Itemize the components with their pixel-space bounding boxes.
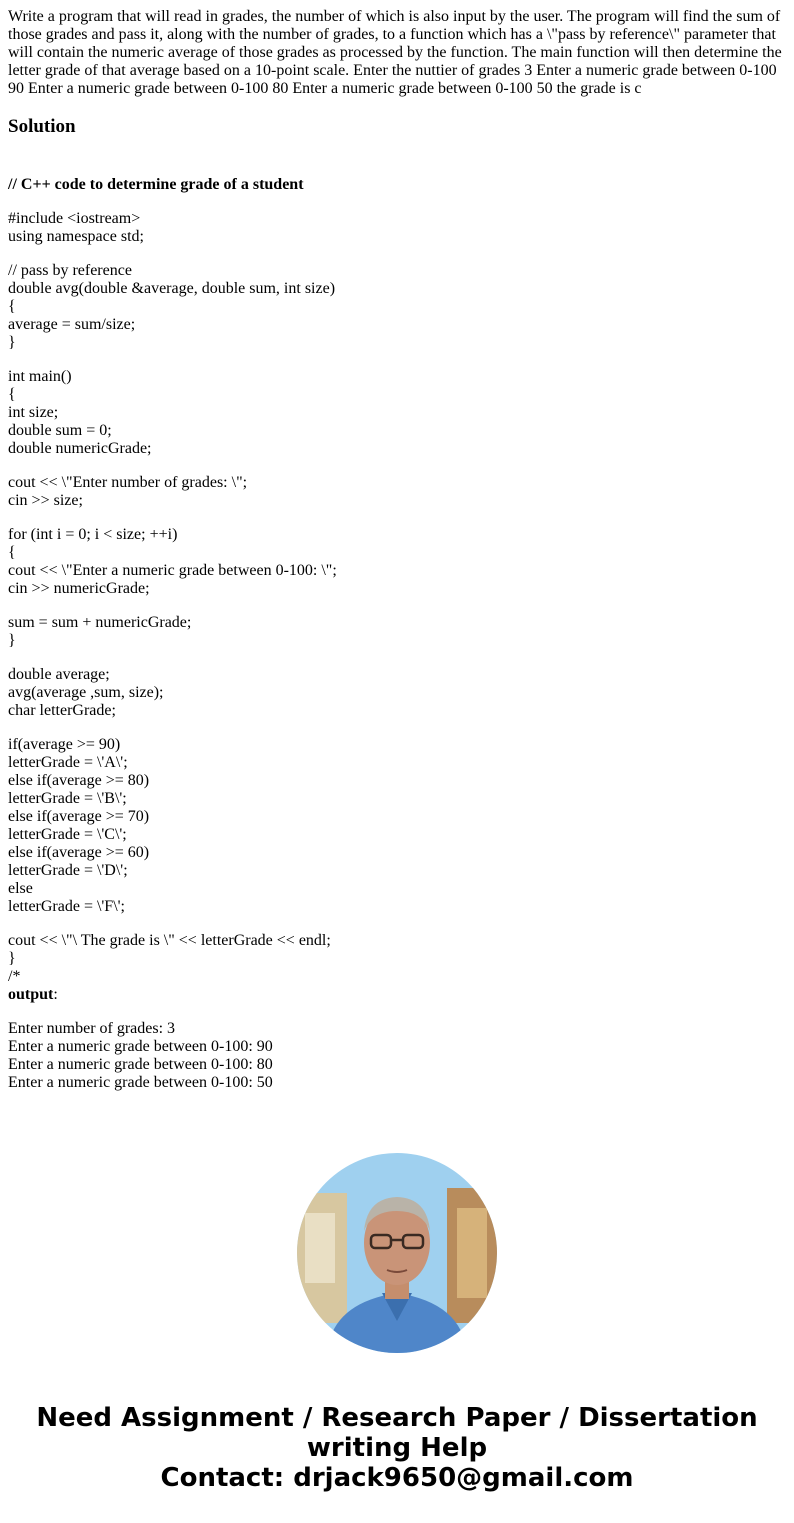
footer-contact: Contact: drjack9650@gmail.com (160, 1463, 634, 1493)
code-block (8, 262, 786, 352)
code-line: cin >> size; (8, 492, 83, 509)
code-line: // pass by reference (8, 262, 132, 279)
code-block (8, 932, 786, 968)
code-line: letterGrade = \'C\'; (8, 826, 127, 843)
code-block (8, 736, 786, 916)
code-line: avg(average ,sum, size); (8, 684, 164, 701)
code-line: letterGrade = \'B\'; (8, 790, 127, 807)
code-line: average = sum/size; (8, 316, 136, 333)
author-avatar (297, 1153, 497, 1353)
output-line: Enter number of grades: 3 (8, 1020, 176, 1037)
code-line: int main() (8, 368, 72, 385)
code-line: cin >> numericGrade; (8, 580, 150, 597)
code-line: if(average >= 90) (8, 736, 121, 753)
code-line: cout << \"\ The grade is \" << letterGrade << endl; (8, 932, 331, 949)
output-line: Enter a numeric grade between 0-100: 80 (8, 1056, 273, 1073)
code-line: else if(average >= 80) (8, 772, 150, 789)
output-line: Enter a numeric grade between 0-100: 50 (8, 1074, 273, 1091)
code-line: int size; (8, 404, 59, 421)
code-line: letterGrade = \'D\'; (8, 862, 128, 879)
output-block (8, 968, 786, 1004)
code-line: cout << \"Enter number of grades: \"; (8, 474, 248, 491)
output-label: output (8, 986, 54, 1003)
output-heading-line (8, 986, 786, 1004)
output-colon: : (53, 986, 58, 1003)
code-comment-title: // C++ code to determine grade of a student (8, 176, 304, 193)
code-block (8, 526, 786, 598)
code-line: sum = sum + numericGrade; (8, 614, 192, 631)
comment-open: /* (8, 968, 21, 985)
code-block (8, 368, 786, 458)
solution-heading: Solution (8, 116, 76, 137)
code-line: } (8, 632, 16, 649)
code-line: double average; (8, 666, 110, 683)
code-line: using namespace std; (8, 228, 144, 245)
code-block (8, 666, 786, 720)
code-line: #include <iostream> (8, 210, 141, 227)
code-line: for (int i = 0; i < size; ++i) (8, 526, 178, 543)
code-line: } (8, 334, 16, 351)
code-line: else if(average >= 70) (8, 808, 150, 825)
code-line: else (8, 880, 33, 897)
code-line: { (8, 544, 16, 561)
output-lines (8, 1020, 786, 1092)
code-line: double sum = 0; (8, 422, 112, 439)
code-line: char letterGrade; (8, 702, 116, 719)
code-line: else if(average >= 60) (8, 844, 150, 861)
footer-promo (0, 1403, 794, 1493)
portrait-image (297, 1153, 497, 1353)
code-line: } (8, 950, 16, 967)
output-line: Enter a numeric grade between 0-100: 90 (8, 1038, 273, 1055)
code-line: cout << \"Enter a numeric grade between 0-100: \"; (8, 562, 337, 579)
solution-body (8, 176, 786, 1092)
code-listing (8, 210, 786, 968)
code-block (8, 210, 786, 246)
code-line: letterGrade = \'A\'; (8, 754, 128, 771)
footer-line-2: writing Help (306, 1433, 488, 1463)
code-block (8, 614, 786, 650)
code-line: { (8, 386, 16, 403)
code-line: letterGrade = \'F\'; (8, 898, 125, 915)
question-text: Write a program that will read in grades, the number of which is also input by the user. The program will find the sum of those grades and pass it, along with the number of grades, to a function which has a \"pass by reference\" parameter that will contain the numeric average of those grades as processed by the function. The main function will then determine the letter grade of that average based on a 10-point scale. Enter the nuttier of grades 3 Enter a numeric grade between 0-100 90 Enter a numeric grade between 0-100 80 Enter a numeric grade between 0-100 50 the grade is c (8, 8, 782, 97)
code-line: double numericGrade; (8, 440, 152, 457)
footer-line-1: Need Assignment / Research Paper / Dissertation (36, 1403, 758, 1433)
code-line: double avg(double &average, double sum, int size) (8, 280, 336, 297)
document-content (8, 8, 786, 1092)
code-line: { (8, 298, 16, 315)
code-block (8, 474, 786, 510)
